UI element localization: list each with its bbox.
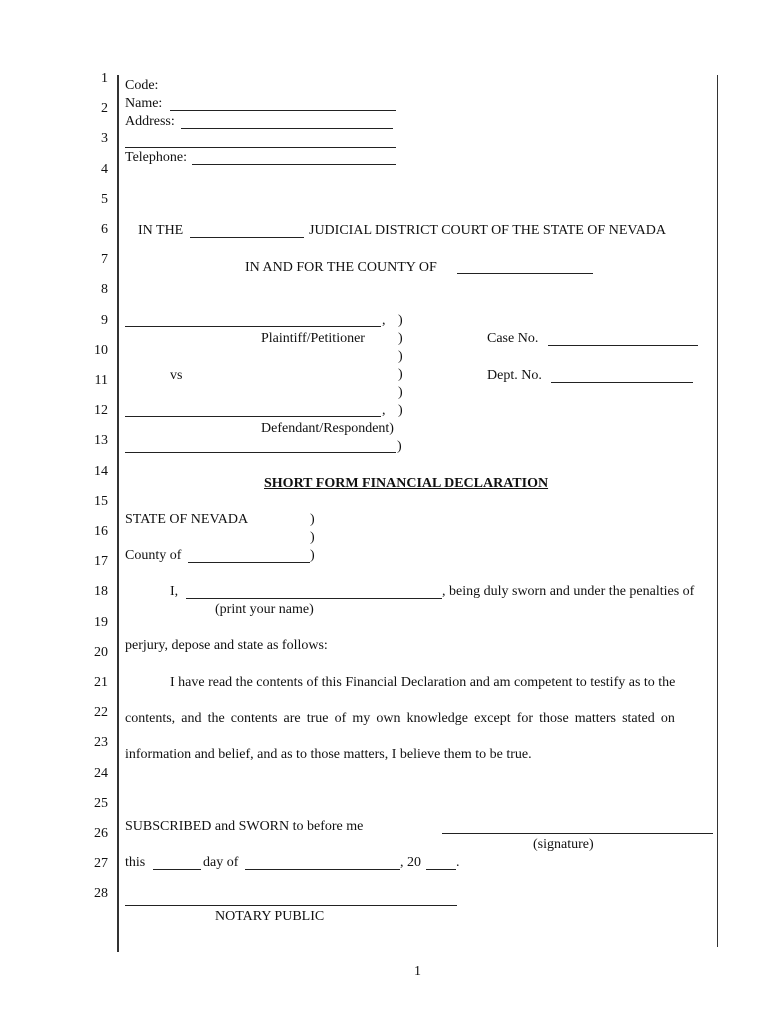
oath-perjury: perjury, depose and state as follows: [125,638,328,653]
line-number: 20 [94,644,108,660]
defendant-comma: , [382,403,386,418]
code-label: Code: [125,78,159,93]
telephone-field[interactable] [192,164,396,165]
line-number: 14 [94,463,108,479]
left-margin-rule [117,75,119,952]
venue-county: County of [125,548,182,563]
line-number: 24 [94,765,108,781]
venue-county-field[interactable] [188,562,310,563]
page-number: 1 [414,964,421,979]
name-field[interactable] [170,110,396,111]
caption-paren: ) [398,313,403,328]
line-number: 6 [101,222,108,237]
line-number: 18 [94,584,108,600]
telephone-label: Telephone: [125,150,187,165]
line-number: 1 [101,71,108,86]
oath-paragraph-line2: contents, and the contents are true of my own knowledge except for those matters stated on [125,711,675,726]
caption-paren: ) [397,439,402,454]
court-line2: IN AND FOR THE COUNTY OF [245,260,437,275]
line-number: 21 [94,675,108,690]
line-number: 22 [94,705,108,721]
caption-paren: ) [398,367,403,382]
month-field[interactable] [245,869,400,870]
line-number: 15 [94,493,108,509]
line-number: 9 [101,312,108,328]
oath-paragraph-line3: information and belief, and as to those matters, I believe them to be true. [125,747,532,762]
venue-paren: ) [310,548,315,563]
line-number: 26 [94,826,108,841]
line-number: 11 [94,373,108,388]
court-line1-prefix: IN THE [138,223,184,238]
case-no-label: Case No. [487,331,539,346]
district-field[interactable] [190,237,304,238]
this-label: this [125,855,146,870]
line-number: 4 [101,161,108,177]
plaintiff-label: Plaintiff/Petitioner [261,331,365,346]
form-title: SHORT FORM FINANCIAL DECLARATION [264,476,549,491]
line-number: 16 [94,524,108,539]
declarant-name-field[interactable] [186,598,442,599]
oath-paragraph-line1: I have read the contents of this Financial Declaration and am competent to testify as to the [170,675,676,690]
line-number: 19 [94,614,108,630]
case-no-field[interactable] [548,345,698,346]
dept-no-field[interactable] [551,382,693,383]
plaintiff-name-field[interactable] [125,326,381,327]
signature-hint: (signature) [533,837,594,852]
plaintiff-comma: , [382,313,386,328]
year-prefix: , 20 [400,855,421,870]
caption-paren: ) [398,349,403,364]
line-number: 10 [94,342,108,358]
line-number: 13 [94,433,108,449]
right-margin-rule [717,75,718,947]
defendant-label: Defendant/Respondent) [261,421,394,436]
vs-label: vs [170,368,183,383]
caption-paren: ) [398,331,403,346]
line-number: 27 [94,856,108,872]
caption-paren: ) [398,385,403,400]
line-number: 23 [94,735,108,751]
notary-signature-field[interactable] [125,905,457,906]
line-number: 5 [101,191,108,207]
line-number: 2 [101,101,108,117]
notary-label: NOTARY PUBLIC [215,909,325,924]
county-field[interactable] [457,273,593,274]
dept-no-label: Dept. No. [487,368,542,383]
defendant-name-field[interactable] [125,416,381,417]
line-number: 28 [94,886,108,902]
line-number: 17 [94,554,108,570]
defendant-name-field-2[interactable] [125,452,396,453]
line-number: 7 [101,252,108,268]
address-label: Address: [125,114,175,129]
day-of-label: day of [203,855,239,870]
oath-duly-sworn: , being duly sworn and under the penalties of [442,584,695,599]
line-number: 12 [94,403,108,419]
line-number: 8 [101,282,108,298]
caption-paren: ) [398,403,403,418]
address-field-2[interactable] [125,147,396,148]
year-period: . [456,855,460,870]
line-number: 3 [101,131,108,147]
address-field[interactable] [181,128,393,129]
day-field[interactable] [153,869,201,870]
line-number: 25 [94,795,108,811]
print-name-hint: (print your name) [215,602,314,617]
venue-state: STATE OF NEVADA [125,512,249,527]
venue-paren: ) [310,512,315,527]
year-field[interactable] [426,869,456,870]
court-line1-suffix: JUDICIAL DISTRICT COURT OF THE STATE OF NEVADA [309,223,667,238]
oath-i-label: I, [170,584,179,599]
subscribed-label: SUBSCRIBED and SWORN to before me [125,819,364,834]
name-label: Name: [125,96,163,111]
venue-paren: ) [310,530,315,545]
signature-field[interactable] [442,833,713,834]
